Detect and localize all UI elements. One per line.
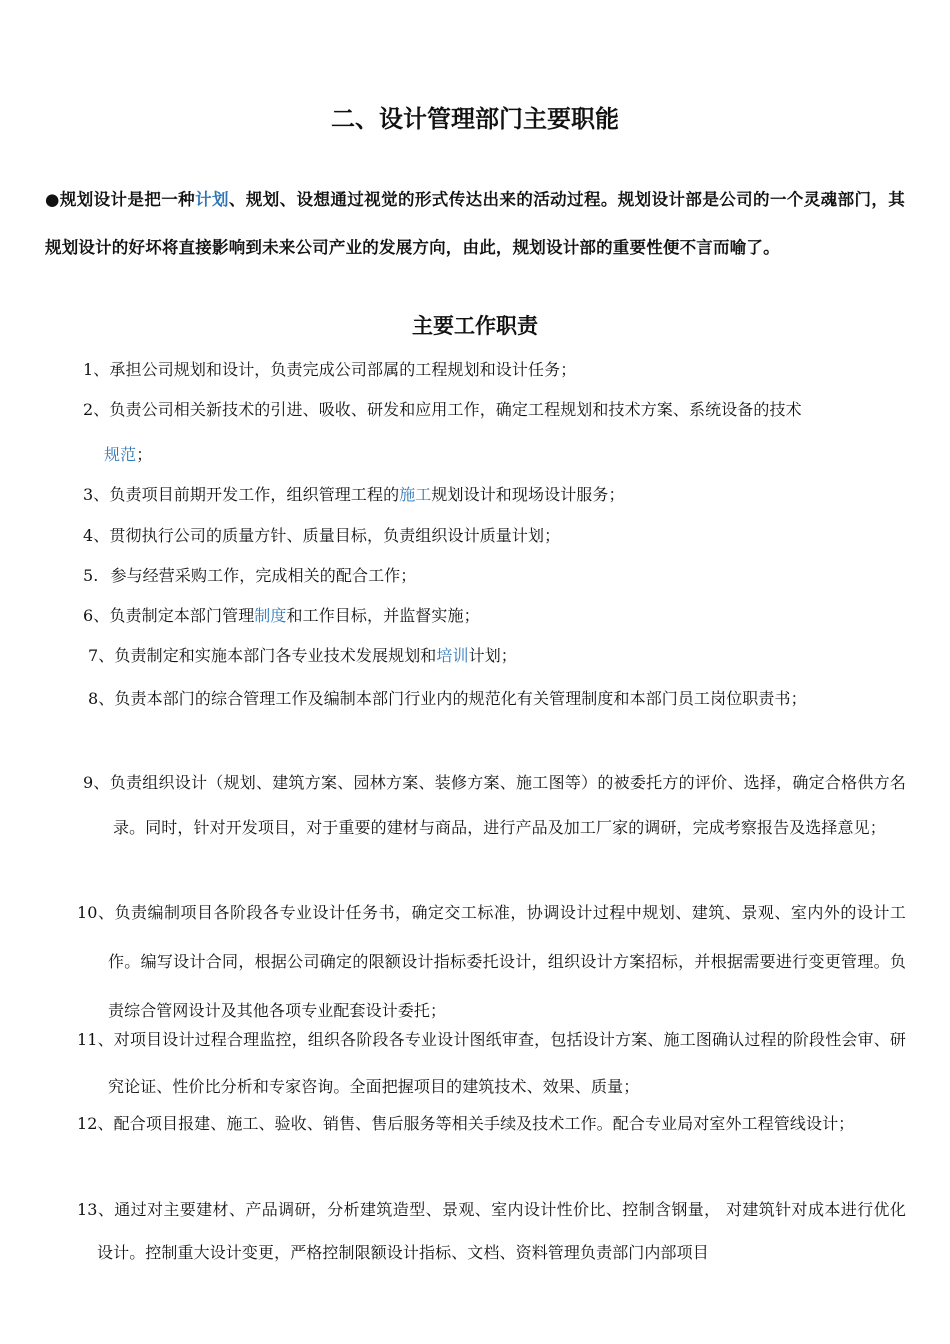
duty-item-2: [83, 390, 906, 430]
item-text: 对项目设计过程合理监控，组织各阶段各专业设计图纸审查，包括设计方案、施工图确认过程的阶段性会审、研究论证、性价比分析和专家咨询。全面把握项目的建筑技术、效果、质量；: [108, 1030, 906, 1096]
item-number: 7、: [88, 646, 115, 665]
duty-item-8: [88, 676, 906, 721]
duty-item-3: [83, 475, 913, 515]
duty-item-12: [77, 1102, 906, 1145]
item-text: 参与经营采购工作，完成相关的配合工作；: [110, 566, 417, 585]
duty-item-2-cont: [104, 435, 904, 475]
item-text: 负责制定本部门管理: [109, 606, 255, 625]
item-link-spec[interactable]: 规范: [104, 445, 137, 464]
duty-item-13: [77, 1188, 906, 1274]
item-number: 11、: [77, 1030, 114, 1049]
intro-text-end: 、规划、设想通过视觉的形式传达出来的活动过程。规划设计部是公司的一个灵魂部门，其规划设计的好坏将直接影响到未来公司产业的发展方向，由此，规划设计部的重要性便不言而喻了。: [45, 190, 905, 257]
item-number: 9、: [83, 773, 110, 792]
item-text: 负责组织设计（规划、建筑方案、园林方案、装修方案、施工图等）的被委托方的评价、选择，确定合格供方名录。同时，针对开发项目，对于重要的建材与商品，进行产品及加工厂家的调研，完成考察报告及选择意见；: [109, 773, 906, 837]
intro-link-plan[interactable]: 计划: [195, 190, 229, 209]
item-number: 3、: [83, 485, 110, 504]
item-text: 负责制定和实施本部门各专业技术发展规划和: [114, 646, 437, 665]
duty-item-11: [77, 1016, 906, 1110]
item-text: 负责编制项目各阶段各专业设计任务书，确定交工标准，协调设计过程中规划、建筑、景观、室内外的设计工作。编写设计合同，根据公司确定的限额设计指标委托设计，组织设计方案招标，并根据需要进行变更管理。负责综合管网设计及其他各项专业配套设计委托；: [108, 903, 906, 1020]
item-text: 配合项目报建、施工、验收、销售、售后服务等相关手续及技术工作。配合专业局对室外工程管线设计；: [113, 1114, 855, 1133]
item-text: 承担公司规划和设计，负责完成公司部属的工程规划和设计任务；: [109, 360, 577, 379]
item-number: 8、: [88, 689, 115, 708]
duty-item-5: [83, 556, 913, 596]
item-number: 13、: [77, 1200, 115, 1219]
duty-item-1: [83, 350, 913, 390]
item-number: 4、: [83, 526, 110, 545]
item-number: 6、: [83, 606, 110, 625]
item-link-construction[interactable]: 施工: [399, 485, 432, 504]
item-text-after: 计划；: [468, 646, 517, 665]
item-text-after: 和工作目标，并监督实施；: [286, 606, 480, 625]
duty-item-10: [77, 888, 906, 1035]
item-text: 贯彻执行公司的质量方针、质量目标，负责组织设计质量计划；: [109, 526, 561, 545]
item-text: 负责本部门的综合管理工作及编制本部门行业内的规范化有关管理制度和本部门员工岗位职责书；: [114, 689, 807, 708]
intro-text-start: 规划设计是把一种: [59, 190, 196, 209]
item-link-training[interactable]: 培训: [436, 646, 469, 665]
duty-item-9: [83, 760, 906, 850]
item-number: 10、: [77, 903, 115, 922]
duty-item-6: [83, 596, 913, 636]
item-text: 负责公司相关新技术的引进、吸收、研发和应用工作，确定工程规划和技术方案、系统设备的技术: [109, 400, 802, 419]
item-text: 通过对主要建材、产品调研，分析建筑造型、景观、室内设计性价比、控制含钢量， 对建筑针对成本进行优化设计。控制重大设计变更，严格控制限额设计指标、文档、资料管理负责部门内部项目: [97, 1200, 906, 1262]
item-number: 2、: [83, 400, 110, 419]
item-number: 12、: [77, 1114, 114, 1133]
item-number: 1、: [83, 360, 110, 379]
duty-item-7: [88, 636, 913, 676]
item-link-system[interactable]: 制度: [254, 606, 287, 625]
item-number: 5.: [83, 566, 99, 585]
page-title: 二、设计管理部门主要职能: [331, 105, 619, 133]
item-text-after: 规划设计和现场设计服务；: [431, 485, 625, 504]
duty-item-4: [83, 516, 913, 556]
item-text: 负责项目前期开发工作，组织管理工程的: [109, 485, 400, 504]
bullet-icon: ●: [45, 190, 60, 209]
intro-paragraph: [45, 176, 905, 272]
item-text-after: ；: [136, 445, 153, 464]
section-title: 主要工作职责: [412, 314, 538, 338]
